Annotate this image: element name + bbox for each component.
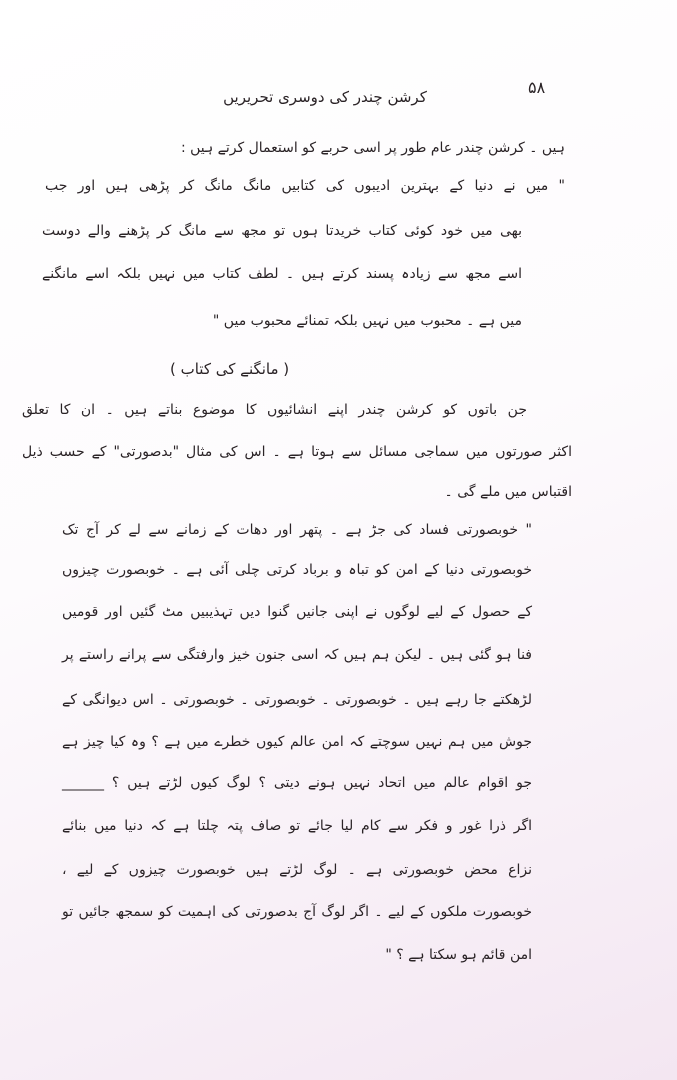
quote-line: امن قائم ہو سکتا ہے ؟ " [385,947,532,963]
paragraph-line: اقتباس میں ملے گی ۔ [444,484,572,500]
paragraph-line: اکثر صورتوں میں سماجی مسائل سے ہوتا ہے ۔ اس کی مثال "بدصورتی" کے حسب ذیل [22,444,572,460]
quote-line: " میں نے دنیا کے بہترین ادیبوں کی کتابیں مانگ مانگ کر پڑھی ہیں اور جب [45,178,565,194]
page-number: ۵۸ [528,78,546,97]
running-title: کرشن چندر کی دوسری تحریریں [223,88,427,106]
quote-line: اسے مجھ سے زیادہ پسند کرتے ہیں ۔ لطف کتاب میں نہیں بلکہ اسے مانگنے [42,266,522,282]
quote-line: جوش میں ہم نہیں سوچتے کہ امن عالم کیوں خطرے میں ہے ؟ وہ کیا چیز ہے [62,734,532,750]
quote-line: بھی میں خود کوئی کتاب خریدتا ہوں تو مجھ سے مانگ کر پڑھنے والے دوست [42,223,522,239]
quote-line: اگر ذرا غور و فکر سے کام لیا جائے تو صاف پتہ چلتا ہے کہ دنیا میں بنائے [62,818,532,834]
paragraph-line: جن باتوں کو کرشن چندر اپنے انشائیوں کا موضوع بناتے ہیں ۔ ان کا تعلق [22,402,527,418]
quote-line: کے حصول کے لیے لوگوں نے اپنی جانیں گنوا دیں تہذیبیں مٹ گئیں اور قومیں [62,604,532,620]
quote-line: جو اقوام عالم میں اتحاد نہیں ہونے دیتی ؟ لوگ کیوں لڑتے ہیں ؟ ______ [62,775,532,791]
quote-line: میں ہے ۔ محبوب میں نہیں بلکہ تمنائے محبوب میں " [212,313,522,329]
quote-line: " خوبصورتی فساد کی جڑ ہے ۔ پتھر اور دھات کے زمانے سے لے کر آج تک [62,522,532,538]
quote-line: فنا ہو گئی ہیں ۔ لیکن ہم ہیں کہ اسی جنون خیز وارفتگی سے پرانے راستے پر [62,647,532,663]
quote-line: خوبصورتی دنیا کے امن کو تباہ و برباد کرتی چلی آئی ہے ۔ خوبصورت چیزوں [62,562,532,578]
quote-line: خوبصورت ملکوں کے لیے ۔ اگر لوگ آج بدصورتی کی اہمیت کو سمجھ جائیں تو [62,904,532,920]
subheading: ( مانگنے کی کتاب ) [170,360,290,378]
quote-line: نزاع محض خوبصورتی ہے ۔ لوگ لڑتے ہیں خوبصورت چیزوں کے لیے ، [62,862,532,878]
intro-line: ہیں ۔ کرشن چندر عام طور پر اسی حربے کو استعمال کرتے ہیں : [180,140,565,156]
quote-line: لڑھکتے جا رہے ہیں ۔ خوبصورتی ۔ خوبصورتی ۔ خوبصورتی ۔ اس دیوانگی کے [62,692,532,708]
